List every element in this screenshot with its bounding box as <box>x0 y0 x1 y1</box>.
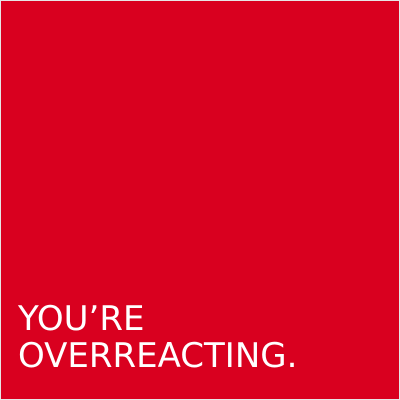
headline-line-2: OVERREACTING. <box>18 336 298 376</box>
poster-headline <box>18 301 297 375</box>
headline-line-1: YOU’RE <box>18 299 145 339</box>
